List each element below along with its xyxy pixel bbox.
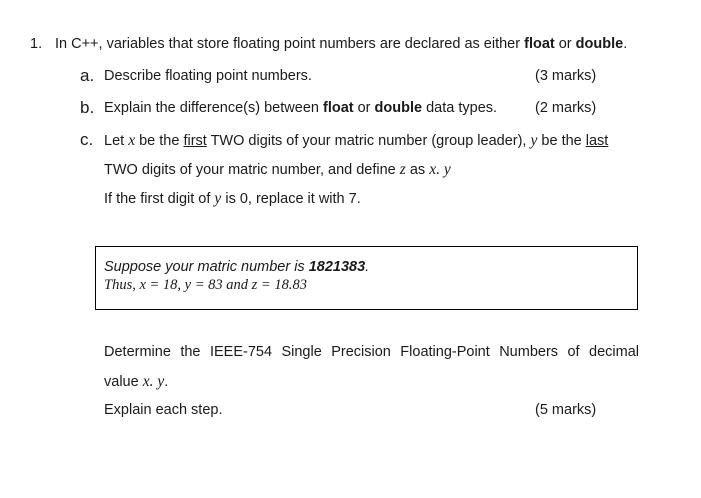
question-number: 1. [30,36,43,52]
part-c-l2-text-2: as [405,162,430,178]
part-a-text: Describe floating point numbers. [104,68,312,84]
part-c-line-1 [104,132,608,150]
part-b-letter: b. [80,98,95,117]
part-c-line-2 [104,161,451,179]
underlined-first: first [183,133,207,149]
part-c-marks: (5 marks) [535,402,597,418]
example-period: . [365,259,370,275]
example-text: Suppose your matric number is [104,259,309,275]
part-c-line-3 [104,190,361,208]
expr-x-dot-y: x. y [429,161,451,178]
part-b-marks: (2 marks) [535,100,597,116]
expr-x-dot-y-2: x. y [142,373,165,390]
part-b-text-1: Explain the difference(s) between [104,100,323,116]
part-c-l3-text-2: is 0, replace it with 7. [221,191,361,207]
part-b-text-2: or [353,100,375,116]
intro-text-2: or [554,36,576,52]
var-y: y [530,132,538,149]
part-b-keyword-float: float [322,100,354,116]
example-line-1 [104,259,369,275]
explain-text: Explain each step. [104,402,223,418]
part-c-letter: c. [80,130,94,149]
determine-line-1: Determine the IEEE-754 Single Precision Floating-Point Numbers of decimal [104,344,639,360]
underlined-last: last [585,133,609,149]
var-z: z [399,161,406,178]
example-line-2: Thus, x = 18, y = 83 and z = 18.83 [104,277,307,293]
part-c-l2-text-1: TWO digits of your matric number, and define [104,162,400,178]
var-y-2: y [214,190,222,207]
determine-l2-text: value [104,374,143,390]
example-matric-number: 1821383 [308,259,366,275]
part-c-l1-text-1: Let [104,133,129,149]
var-x: x [128,132,136,149]
part-b-text-3: data types. [422,100,498,116]
part-c-l1-text-3: TWO digits of your matric number (group leader), [206,133,531,149]
intro-text-1: In C++, variables that store floating point numbers are declared as either [55,36,525,52]
determine-line-2 [104,373,168,391]
part-c-l3-text-1: If the first digit of [104,191,215,207]
intro-text-3: . [623,36,628,52]
part-b-keyword-double: double [374,100,423,116]
example-box [95,246,638,310]
part-c-l1-text-4: be the [537,133,586,149]
part-c-l1-text-2: be the [135,133,184,149]
keyword-double: double [575,36,624,52]
determine-l2-period: . [164,374,169,390]
part-a-letter: a. [80,66,95,85]
part-b-text [104,100,497,116]
part-a-marks: (3 marks) [535,68,597,84]
keyword-float: float [524,36,555,52]
question-intro [55,36,627,52]
